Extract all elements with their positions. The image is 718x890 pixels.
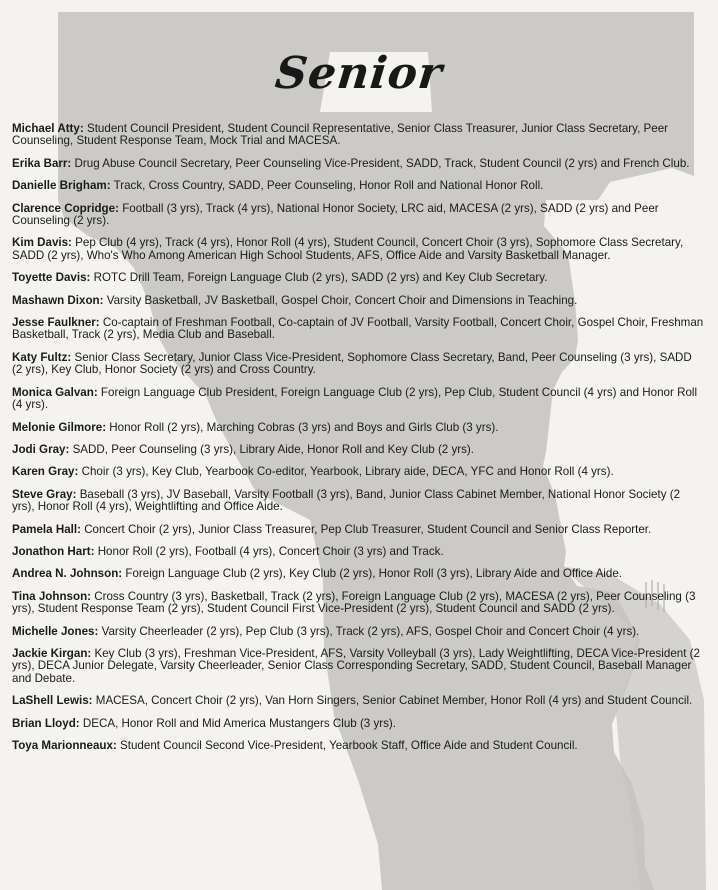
list-item [12,387,704,412]
list-item [12,626,704,638]
entry-text: Varsity Basketball, JV Basketball, Gospel Choir, Concert Choir and Dimensions in Teaching. [106,293,578,307]
entry-text: Foreign Language Club (2 yrs), Key Club (2 yrs), Honor Roll (3 yrs), Library Aide and Office Aide. [125,567,622,581]
entry-text: SADD, Peer Counseling (3 yrs), Library Aide, Honor Roll and Key Club (2 yrs). [72,442,475,456]
list-item [12,489,704,514]
senior-entries-list [12,123,704,762]
entry-name: Erika Barr: [12,156,72,170]
list-item [12,546,704,558]
entry-text: Co-captain of Freshman Football, Co-captain of JV Football, Varsity Football, Concert Choir, Gospel Choir, Freshman Basketball, Track (2 yrs), Media Club and Baseball. [12,316,704,342]
entry-text: Football (3 yrs), Track (4 yrs), National Honor Society, LRC aid, MACESA (2 yrs), SADD (2 yrs) and Peer Counseling (2 yrs). [12,201,659,228]
list-item [12,466,704,478]
entry-name: Michelle Jones: [12,624,99,638]
list-item [12,317,704,342]
entry-name: Michael Atty: [12,122,84,135]
page-title: Senior [272,48,446,99]
entry-name: Andrea N. Johnson: [12,567,123,581]
entry-text: Choir (3 yrs), Key Club, Yearbook Co-editor, Yearbook, Library aide, DECA, YFC and Honor Roll (4 yrs). [81,465,614,479]
entry-name: Kim Davis: [12,236,72,250]
entry-name: Mashawn Dixon: [12,293,104,307]
entry-text: Honor Roll (2 yrs), Football (4 yrs), Concert Choir (3 yrs) and Track. [97,544,444,558]
entry-name: Danielle Brigham: [12,179,111,193]
entry-text: Cross Country (3 yrs), Basketball, Track (2 yrs), Foreign Language Club (2 yrs), MACESA (2 yrs), Peer Counseling (3 yrs), Student Response Team (2 yrs), Student Council First Vice-President (2 yrs), Student Council and SADD (2 yrs). [12,589,696,616]
entry-name: Karen Gray: [12,465,79,479]
entry-name: Pamela Hall: [12,522,81,536]
entry-text: Pep Club (4 yrs), Track (4 yrs), Honor Roll (4 yrs), Student Council, Concert Choir (3 yrs), Sophomore Class Secretary, SADD (2 yrs), Who's Who Among American High School Students, AFS, Office Aide and Varsity Basketball Manager. [12,236,684,262]
list-item [12,422,704,434]
list-item [12,524,704,536]
entry-text: Senior Class Secretary, Junior Class Vice-President, Sophomore Class Secretary, Band, Peer Counseling (3 yrs), SADD (2 yrs), Key Club, Honor Society (2 yrs) and Cross Country. [12,350,692,377]
entry-name: Monica Galvan: [12,385,98,399]
list-item [12,352,704,377]
entry-text: MACESA, Concert Choir (2 yrs), Van Horn Singers, Senior Cabinet Member, Honor Roll (4 yrs) and Student Council. [95,694,693,708]
list-item [12,158,704,170]
entry-name: Jesse Faulkner: [12,316,100,330]
entry-text: ROTC Drill Team, Foreign Language Club (2 yrs), SADD (2 yrs) and Key Club Secretary. [93,271,548,285]
entry-text: Honor Roll (2 yrs), Marching Cobras (3 yrs) and Boys and Girls Club (3 yrs). [109,420,499,434]
list-item [12,568,704,580]
entry-text: Student Council Second Vice-President, Yearbook Staff, Office Aide and Student Council. [120,739,578,752]
entry-name: Jackie Kirgan: [12,646,92,660]
list-item [12,648,704,685]
list-item [12,237,704,262]
entry-text: DECA, Honor Roll and Mid America Mustangers Club (3 yrs). [82,716,397,730]
list-item [12,740,704,752]
entry-name: Steve Gray: [12,487,77,501]
entry-text: Student Council President, Student Council Representative, Senior Class Treasurer, Junior Class Secretary, Peer Counseling, Student Response Team, Mock Trial and MACESA. [12,122,669,148]
entry-name: Katy Fultz: [12,350,72,364]
list-item [12,203,704,228]
entry-text: Track, Cross Country, SADD, Peer Counseling, Honor Roll and National Honor Roll. [113,179,544,193]
entry-text: Concert Choir (2 yrs), Junior Class Treasurer, Pep Club Treasurer, Student Council and Senior Class Reporter. [84,522,652,536]
list-item [12,718,704,730]
entry-name: Toyette Davis: [12,271,91,285]
entry-name: Jonathon Hart: [12,544,95,558]
list-item [12,295,704,307]
entry-name: LaShell Lewis: [12,694,93,708]
list-item [12,695,704,707]
list-item [12,591,704,616]
list-item [12,180,704,192]
entry-name: Toya Marionneaux: [12,739,117,752]
entry-name: Tina Johnson: [12,589,92,603]
entry-text: Drug Abuse Council Secretary, Peer Counseling Vice-President, SADD, Track, Student Council (2 yrs) and French Club. [74,156,690,170]
entry-text: Baseball (3 yrs), JV Baseball, Varsity Football (3 yrs), Band, Junior Class Cabinet Member, National Honor Society (2 yrs), Honor Roll (4 yrs), Weightlifting and Office Aide. [12,487,681,514]
entry-text: Varsity Cheerleader (2 yrs), Pep Club (3 yrs), Track (2 yrs), AFS, Gospel Choir and Concert Choir (4 yrs). [101,624,640,638]
entry-text: Foreign Language Club President, Foreign Language Club (2 yrs), Pep Club, Student Council (4 yrs) and Honor Roll (4 yrs). [12,385,698,412]
entry-name: Jodi Gray: [12,442,70,456]
list-item [12,272,704,284]
entry-text: Key Club (3 yrs), Freshman Vice-President, AFS, Varsity Volleyball (3 yrs), Lady Weightlifting, DECA Vice-President (2 yrs), DECA Junior Delegate, Varsity Cheerleader, Senior Class Corresponding Secretary, SADD, Student Council, Baseball Manager and Debate. [12,646,700,685]
entry-name: Clarence Copridge: [12,201,119,215]
entry-name: Brian Lloyd: [12,716,80,730]
entry-name: Melonie Gilmore: [12,420,107,434]
list-item [12,444,704,456]
list-item [12,123,704,148]
